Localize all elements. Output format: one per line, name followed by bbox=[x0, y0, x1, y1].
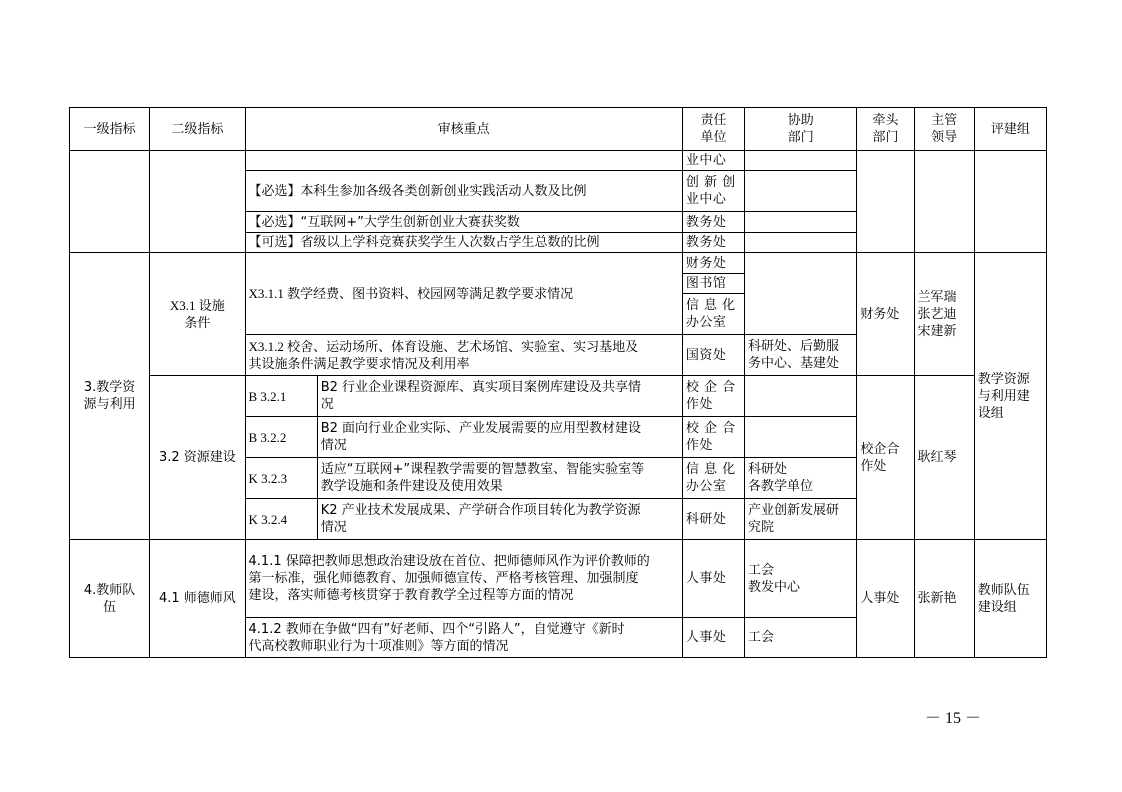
sec4-leader: 张新艳 bbox=[914, 540, 974, 658]
sec3-level1-line2: 源与利用 bbox=[83, 397, 136, 412]
cont-focus-1: 【必选】本科生参加各级各类创新创业实践活动人数及比例 bbox=[245, 171, 682, 212]
sec3-b321-resp-line1: 校 企 合 bbox=[685, 380, 736, 395]
sec3-x312-assist bbox=[745, 335, 857, 376]
sec4-f411-focus bbox=[245, 540, 682, 618]
sec3-x312-focus bbox=[245, 335, 682, 376]
header-level2: 二级指标 bbox=[150, 108, 245, 151]
sec3-s32-lead bbox=[857, 376, 914, 540]
sec3-b322-focus bbox=[317, 417, 682, 458]
sec3-k324-assist-line2: 究院 bbox=[748, 520, 775, 535]
sec4-group-line2: 建设组 bbox=[977, 599, 1017, 615]
sec3-x312-assist-line1: 科研处、后勤服 bbox=[748, 339, 840, 354]
sec3-k324-code: K 3.2.4 bbox=[245, 499, 317, 540]
sec3-k324-assist bbox=[745, 499, 857, 540]
sec3-k324-resp: 科研处 bbox=[682, 499, 744, 540]
sec3-k324-focus-line1: K2 产业技术发展成果、产学研合作项目转化为教学资源 bbox=[320, 503, 641, 518]
sec3-x311-resp-3-line2: 办公室 bbox=[685, 315, 727, 330]
sec3-k323-resp-line1: 信 息 化 bbox=[685, 462, 736, 477]
sec3-x31-leader-line3: 宋建新 bbox=[917, 323, 957, 339]
sec3-group-line2: 与利用建 bbox=[977, 388, 1030, 404]
cont-resp-2: 教务处 bbox=[682, 212, 744, 233]
sec3-x311-resp-2: 图书馆 bbox=[682, 274, 744, 294]
cont-resp-0: 业中心 bbox=[682, 151, 744, 171]
sec3-k323-code: K 3.2.3 bbox=[245, 458, 317, 499]
sec3-x31-line1: X3.1 设施 bbox=[169, 298, 225, 313]
table-row bbox=[70, 376, 1047, 417]
cont-assist-0 bbox=[745, 151, 857, 171]
header-assist-line1: 协助 bbox=[787, 113, 814, 128]
sec3-k323-focus-line2: 教学设施和条件建设及使用效果 bbox=[320, 479, 503, 494]
sec4-f412-focus-line2: 代高校教师职业行为十项准则》等方面的情况 bbox=[248, 638, 509, 654]
sec3-x312-assist-line2: 务中心、基建处 bbox=[748, 356, 840, 371]
sec4-f411-resp: 人事处 bbox=[682, 540, 744, 618]
sec3-x312-focus-line1: X3.1.2 校舍、运动场所、体育设施、艺术场馆、实验室、实习基地及 bbox=[248, 339, 639, 354]
sec3-k324-focus bbox=[317, 499, 682, 540]
sec4-group-line1: 教师队伍 bbox=[977, 582, 1030, 598]
sec3-group-line1: 教学资源 bbox=[977, 371, 1030, 387]
sec4-f412-focus-line1: 4.1.2 教师在争做“四有”好老师、四个“引路人”，自觉遵守《新时 bbox=[248, 621, 625, 637]
sec3-b322-resp-line2: 作处 bbox=[685, 438, 713, 453]
cont-resp-1-line1: 创 新 创 bbox=[685, 175, 736, 190]
sec3-b321-focus-line1: B2 行业企业课程资源库、真实项目案例库建设及共享情 bbox=[320, 380, 642, 395]
sec3-b321-resp bbox=[682, 376, 744, 417]
sec3-x311-focus: X3.1.1 教学经费、图书资料、校园网等满足教学要求情况 bbox=[245, 253, 682, 335]
cont-assist-2 bbox=[745, 212, 857, 233]
header-responsible-line1: 责任 bbox=[700, 113, 727, 128]
sec4-group bbox=[974, 540, 1046, 658]
cont-resp-1 bbox=[682, 171, 744, 212]
evaluation-table bbox=[69, 107, 1047, 658]
sec3-k323-focus-line1: 适应“互联网+”课程教学需要的智慧教室、智能实验室等 bbox=[320, 462, 645, 477]
sec3-x31-line2: 条件 bbox=[184, 315, 211, 330]
sec3-s32-lead-line2: 作处 bbox=[860, 458, 887, 474]
sec3-b322-code: B 3.2.2 bbox=[245, 417, 317, 458]
sec3-group bbox=[974, 253, 1046, 540]
sec3-x31-leader-line2: 张艺迪 bbox=[917, 306, 957, 322]
sec3-b321-focus bbox=[317, 376, 682, 417]
header-focus: 审核重点 bbox=[245, 108, 682, 151]
sec3-b322-focus-line2: 情况 bbox=[320, 438, 347, 453]
sec3-x312-resp: 国资处 bbox=[682, 335, 744, 376]
sec3-group-line3: 设组 bbox=[977, 405, 1004, 421]
sec4-f411-assist-line1: 工会 bbox=[748, 562, 775, 578]
cont-focus-3: 【可选】省级以上学科竞赛获奖学生人次数占学生总数的比例 bbox=[245, 233, 682, 253]
sec4-f411-focus-line2: 第一标准，强化师德教育、加强师德宣传、严格考核管理、加强制度 bbox=[248, 571, 639, 586]
sec3-k323-focus bbox=[317, 458, 682, 499]
header-assist bbox=[745, 108, 857, 151]
sec4-f412-assist: 工会 bbox=[745, 618, 857, 658]
header-responsible-line2: 单位 bbox=[700, 130, 727, 145]
sec4-lead: 人事处 bbox=[857, 540, 914, 658]
cont-focus-empty bbox=[245, 151, 682, 171]
sec3-b321-resp-line2: 作处 bbox=[685, 397, 713, 412]
sec4-level1 bbox=[70, 540, 150, 658]
sec4-f412-resp: 人事处 bbox=[682, 618, 744, 658]
sec3-b322-resp bbox=[682, 417, 744, 458]
sec3-b322-focus-line1: B2 面向行业企业实际、产业发展需要的应用型教材建设 bbox=[320, 421, 642, 436]
sec3-k323-resp bbox=[682, 458, 744, 499]
sec3-s32-leader: 耿红琴 bbox=[914, 376, 974, 540]
header-leader-line2: 领导 bbox=[931, 130, 958, 145]
sec4-level1-line1: 4.教师队 bbox=[83, 582, 136, 598]
cont-assist-3 bbox=[745, 233, 857, 253]
sec3-k323-assist bbox=[745, 458, 857, 499]
cont-level1-cell bbox=[70, 151, 150, 253]
sec3-b321-assist bbox=[745, 376, 857, 417]
sec3-x31-lead: 财务处 bbox=[857, 253, 914, 376]
header-leader-line1: 主管 bbox=[931, 113, 958, 128]
sec4-s41: 4.1 师德师风 bbox=[150, 540, 245, 658]
cont-focus-2: 【必选】“互联网+”大学生创新创业大赛获奖数 bbox=[245, 212, 682, 233]
sec3-x31-leader bbox=[914, 253, 974, 376]
sec3-k324-focus-line2: 情况 bbox=[320, 520, 347, 535]
cont-lead-cell bbox=[857, 151, 914, 253]
sec3-x31 bbox=[150, 253, 245, 376]
table-row bbox=[70, 253, 1047, 274]
sec3-s32-lead-line1: 校企合 bbox=[860, 441, 900, 457]
header-responsible bbox=[682, 108, 744, 151]
page-number: － 15 － bbox=[925, 710, 982, 727]
cont-group-cell bbox=[974, 151, 1046, 253]
header-group: 评建组 bbox=[974, 108, 1046, 151]
sec3-x311-assist bbox=[745, 253, 857, 335]
sec4-f411-assist-line2: 教发中心 bbox=[748, 579, 801, 595]
header-lead-line1: 牵头 bbox=[872, 113, 899, 128]
header-level1: 一级指标 bbox=[70, 108, 150, 151]
header-lead bbox=[857, 108, 914, 151]
sec3-x311-resp-3-line1: 信 息 化 bbox=[685, 298, 736, 313]
header-row bbox=[70, 108, 1047, 151]
header-lead-line2: 部门 bbox=[872, 130, 899, 145]
sec3-level1 bbox=[70, 253, 150, 540]
cont-resp-1-line2: 业中心 bbox=[685, 192, 727, 207]
sec3-b321-code: B 3.2.1 bbox=[245, 376, 317, 417]
sec3-k323-resp-line2: 办公室 bbox=[685, 479, 727, 494]
sec3-b322-resp-line1: 校 企 合 bbox=[685, 421, 736, 436]
sec3-level1-line1: 3.教学资 bbox=[83, 380, 136, 395]
sec4-f411-focus-line1: 4.1.1 保障把教师思想政治建设放在首位、把师德师风作为评价教师的 bbox=[248, 554, 650, 569]
cont-assist-1 bbox=[745, 171, 857, 212]
sec4-f411-assist bbox=[745, 540, 857, 618]
sec4-f411-focus-line3: 建设，落实师德考核贯穿于教育教学全过程等方面的情况 bbox=[248, 588, 574, 603]
header-assist-line2: 部门 bbox=[787, 130, 814, 145]
sec3-b322-assist bbox=[745, 417, 857, 458]
table-row bbox=[70, 151, 1047, 171]
cont-level2-cell bbox=[150, 151, 245, 253]
sec3-k323-assist-line1: 科研处 bbox=[748, 462, 788, 477]
cont-resp-3: 教务处 bbox=[682, 233, 744, 253]
cont-leader-cell bbox=[914, 151, 974, 253]
sec3-x311-resp-1: 财务处 bbox=[682, 253, 744, 274]
sec3-x311-resp-3 bbox=[682, 294, 744, 335]
sec3-k324-assist-line1: 产业创新发展研 bbox=[748, 503, 840, 518]
sec3-b321-focus-line2: 况 bbox=[320, 397, 334, 412]
sec3-x312-focus-line2: 其设施条件满足教学要求情况及利用率 bbox=[248, 356, 470, 371]
sec3-k323-assist-line2: 各教学单位 bbox=[748, 479, 814, 494]
sec4-f412-focus bbox=[245, 618, 682, 658]
sec3-s32: 3.2 资源建设 bbox=[150, 376, 245, 540]
table-row bbox=[70, 540, 1047, 618]
sec4-level1-line2: 伍 bbox=[103, 599, 117, 615]
header-leader bbox=[914, 108, 974, 151]
sec3-x31-leader-line1: 兰军瑞 bbox=[917, 289, 957, 305]
